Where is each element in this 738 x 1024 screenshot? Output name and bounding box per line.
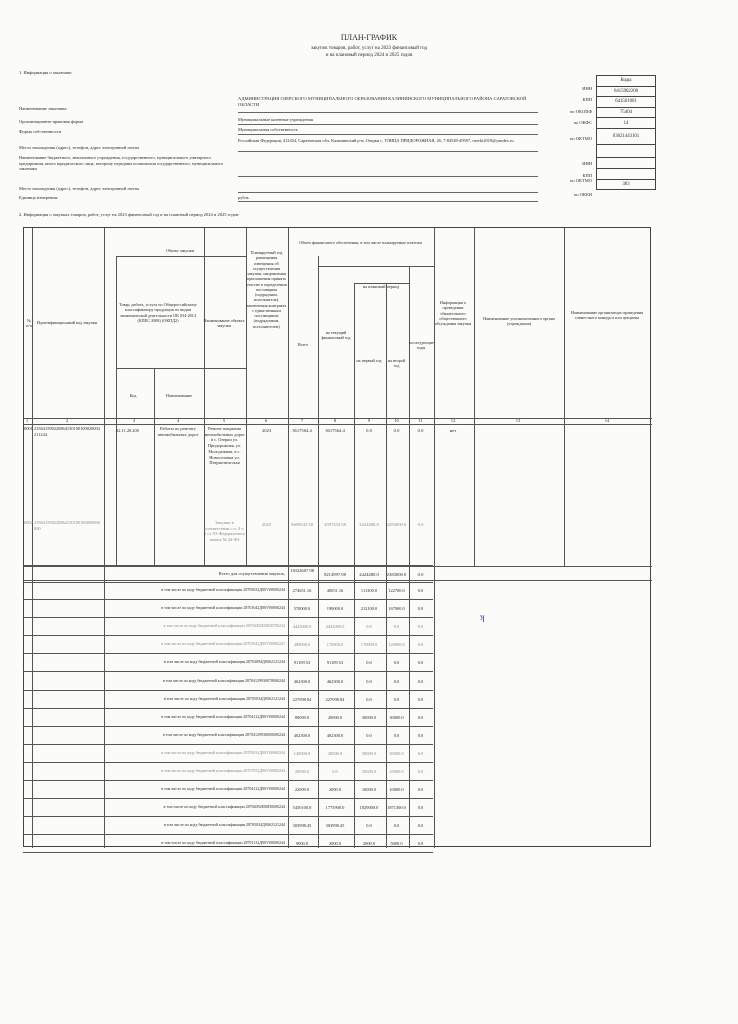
address-value: Российская Федерация, 412454, Саратовская обл, Калининский р-н, Озерки с, УЛИЦА ПРИДОРОЖНАЯ, 26, 7-84549-49597, ozerki2010@yandex.ru bbox=[238, 138, 514, 143]
kbk-current: 227098.84 bbox=[325, 697, 345, 702]
kbk-label: в том числе по коду бюджетной классификации 28705032Д00V00000244 bbox=[161, 750, 285, 755]
customer-name-value: АДМИНИСТРАЦИЯ ОЗЕРСКОГО МУНИЦИПАЛЬНОГО ОБРАЗОВАНИЯ КАЛИНИНСКОГО МУНИЦИПАЛЬНОГО РАЙОНА САРАТОВСКОЙ ОБЛАСТИ bbox=[238, 96, 527, 107]
col-number: 10 bbox=[394, 418, 399, 423]
kbk-code: 28707052Д00V00000244 bbox=[243, 768, 285, 773]
kbk-later: 0.0 bbox=[417, 679, 424, 684]
row-total: 3617564.4 bbox=[292, 428, 312, 433]
kbk-later: 0.0 bbox=[417, 751, 424, 756]
header-finance: Объем финансового обеспечения, в том числе планируемые платежи bbox=[299, 240, 422, 245]
kbk-first: 10000.0 bbox=[361, 769, 377, 774]
kbk-label: в том числе по коду бюджетной классификации 28705034Д00S2121244 bbox=[163, 822, 285, 827]
kbk-later: 0.0 bbox=[417, 697, 424, 702]
row-later: 0.0 bbox=[417, 428, 424, 433]
header-current: на текущий финансовый год bbox=[321, 330, 351, 341]
kbk-first: 30000.0 bbox=[361, 715, 377, 720]
kbk-code: 28704129930078000244 bbox=[245, 678, 285, 683]
header-okpd: Товар, работа, услуга по Общероссийскому классификатору продукции по видам экономической деятельности ОК 034-2014 (КПЕС 2008) (ОКПД2) bbox=[119, 302, 197, 323]
kbk-second: 0.0 bbox=[393, 624, 400, 629]
kbk-later: 0.0 bbox=[417, 823, 424, 828]
code-value bbox=[597, 157, 656, 168]
kbk-total: 480000.0 bbox=[293, 642, 311, 647]
form-value: Муниципальные казенные учреждения bbox=[238, 117, 313, 122]
kbk-later: 0.0 bbox=[417, 769, 424, 774]
col-number: 9 bbox=[367, 418, 371, 423]
row-ikz: 233641590220864150100100020004211244 bbox=[34, 426, 100, 437]
kbk-code: 28703094Д00S2121244 bbox=[246, 659, 285, 664]
total-first: 2424480.0 bbox=[359, 572, 379, 577]
kbk-first: 50000.0 bbox=[361, 751, 377, 756]
kbk-second: 30000.0 bbox=[389, 715, 404, 720]
kbk-code: 28705032Д00V00000244 bbox=[243, 750, 285, 755]
kbk-current: 170000.0 bbox=[326, 642, 344, 647]
kbk-total: 22000.0 bbox=[294, 787, 310, 792]
kbk-current: 0.0 bbox=[332, 769, 338, 774]
header-num: № п/п bbox=[26, 318, 32, 329]
row-ikz: 233641590220864150100100000000000 bbox=[34, 520, 100, 531]
kbk-label: в том числе по коду бюджетной классификации 28705032Д00V00000244 bbox=[161, 587, 285, 592]
kbk-first: 2000.0 bbox=[362, 841, 376, 846]
kbk-label: в том числе по коду бюджетной классификации 28704129930000000244 bbox=[162, 732, 285, 737]
kbk-current: 1775900.0 bbox=[325, 805, 345, 810]
kbk-current: 462300.0 bbox=[326, 679, 344, 684]
row-current: 4597433.58 bbox=[324, 522, 346, 527]
col-number: 13 bbox=[515, 418, 521, 423]
kbk-code: 28704129930000000244 bbox=[245, 732, 285, 737]
kbk-first: 111300.0 bbox=[360, 588, 378, 593]
col-number: 8 bbox=[333, 418, 337, 423]
kbk-code: 28704092Е00D0700244 bbox=[245, 623, 285, 628]
page-subtitle: закупок товаров, работ, услуг на 2023 финансовый год bbox=[311, 46, 427, 51]
kbk-later: 0.0 bbox=[417, 660, 424, 665]
kbk-total: 462300.0 bbox=[293, 679, 311, 684]
kbk-label: в том числе по коду бюджетной классификации 28703094Д00S2121244 bbox=[163, 659, 285, 664]
row-okpd-code: 42.11.20.200 bbox=[116, 428, 139, 433]
header-first-year: на первый год bbox=[356, 358, 382, 363]
col-number: 4 bbox=[176, 418, 180, 423]
kbk-later: 0.0 bbox=[417, 606, 424, 611]
code-value: 641501001 bbox=[597, 97, 656, 108]
kbk-code: 28701042Д00V00000244 bbox=[243, 605, 285, 610]
header-total: Всего bbox=[297, 342, 309, 347]
header-second-year: на второй год bbox=[387, 358, 406, 369]
page-subtitle-2: и на плановый период 2024 и 2025 годов bbox=[325, 53, 413, 58]
kbk-code: 28704122Д00V00000244 bbox=[243, 714, 285, 719]
kbk-first: 0.0 bbox=[366, 624, 372, 629]
kbk-total: 120000.0 bbox=[293, 751, 311, 756]
row-current: 3617564.4 bbox=[325, 428, 345, 433]
code-value: 75404 bbox=[597, 107, 656, 118]
location2-label: Место нахождения (адрес), телефон, адрес электронной почты bbox=[19, 186, 140, 191]
code-value bbox=[597, 144, 656, 157]
header-organizer: Наименование организатора проведения совместного конкурса или аукциона bbox=[570, 310, 644, 321]
kbk-first: 0.0 bbox=[366, 697, 372, 702]
kbk-later: 0.0 bbox=[417, 624, 424, 629]
code-label: по ОКЕИ bbox=[573, 192, 592, 197]
kbk-second: 50000.0 bbox=[389, 751, 404, 756]
kbk-later: 0.0 bbox=[417, 715, 424, 720]
kbk-label: в том числе по коду бюджетной классификации 28701042Д00V00000247 bbox=[161, 641, 285, 646]
kbk-total: 303998.45 bbox=[292, 823, 312, 828]
kbk-current: 20000.0 bbox=[327, 715, 343, 720]
kbk-total: 274651.16 bbox=[292, 588, 312, 593]
kbk-later: 0.0 bbox=[417, 787, 424, 792]
row-object: Ремонт покрытия автомобильных дорог в с. Озерки ул. Придорожная, ул. Молодежная, в с. Новоселовка ул. Патриотическая bbox=[204, 426, 245, 466]
kbk-code: 28704092Е00D0000244 bbox=[245, 804, 285, 809]
kbk-label: в том числе по коду бюджетной классификации 28707052Д00V00000244 bbox=[161, 768, 285, 773]
row-year: 2023 bbox=[261, 428, 272, 433]
kbk-second: 0.0 bbox=[393, 733, 400, 738]
col-number: 6 bbox=[264, 418, 268, 423]
address-label: Место нахождения (адрес), телефон, адрес электронной почты bbox=[19, 145, 140, 150]
kbk-second: 10000.0 bbox=[389, 787, 404, 792]
ownership-value: Муниципальная собственность bbox=[238, 127, 298, 132]
kbk-total: 20000.0 bbox=[294, 769, 310, 774]
unit-value: рубль bbox=[238, 195, 249, 200]
kbk-total: 5450100.0 bbox=[292, 805, 312, 810]
kbk-later: 0.0 bbox=[417, 588, 424, 593]
kbk-second: 0.0 bbox=[393, 823, 400, 828]
kbk-current: 40051.16 bbox=[326, 588, 344, 593]
kbk-total: 9000.0 bbox=[295, 841, 309, 846]
code-value bbox=[597, 168, 656, 179]
kbk-current: 402300.0 bbox=[326, 733, 344, 738]
code-label: КПП bbox=[582, 97, 592, 102]
kbk-second: 0.0 bbox=[393, 660, 400, 665]
code-value: 383 bbox=[597, 179, 656, 190]
row-num: 0001 bbox=[24, 426, 33, 431]
total-later: 0.0 bbox=[417, 572, 424, 577]
kbk-second: 1871300.0 bbox=[387, 805, 406, 810]
kbk-code: 28701132Д00V00000244 bbox=[243, 840, 285, 845]
pen-mark: ʞ bbox=[480, 612, 485, 622]
kbk-code: 28705032Д00V00000244 bbox=[243, 587, 285, 592]
kbk-code: 28701042Д00V00000247 bbox=[243, 641, 285, 646]
col-number: 14 bbox=[604, 418, 610, 423]
header-code: Код bbox=[129, 393, 137, 398]
code-value: 6415902208 bbox=[597, 86, 656, 97]
kbk-later: 0.0 bbox=[417, 642, 424, 647]
code-label: ИНН bbox=[582, 86, 592, 91]
kbk-first: 212100.0 bbox=[360, 606, 378, 611]
col-number: 2 bbox=[65, 418, 69, 423]
kbk-current: 303998.45 bbox=[325, 823, 345, 828]
code-label: по ОКТМО bbox=[570, 178, 592, 183]
kbk-total: 80000.0 bbox=[294, 715, 310, 720]
header-discussion: Информация о проведении обязательного общественного обсуждения закупки bbox=[434, 300, 472, 326]
code-label: по ОКТМО bbox=[570, 136, 592, 141]
row-first: 2424480.0 bbox=[359, 522, 379, 527]
codes-table bbox=[596, 75, 656, 190]
col-number: 11 bbox=[418, 418, 423, 423]
row-discussion: нет bbox=[449, 428, 457, 433]
kbk-first: 10000.0 bbox=[361, 787, 377, 792]
customer-name-label: Наименование заказчика bbox=[19, 106, 67, 111]
kbk-current: 20000.0 bbox=[327, 751, 343, 756]
header-year: Планируемый год размещения извещения об осуществлении закупки, направления приглашения принять участие в определении поставщика (подрядчика, исполнителя), заключения контракта с единственным поставщиком (подрядчиком, исполнителем) bbox=[246, 250, 287, 329]
page-title: ПЛАН-ГРАФИК bbox=[340, 33, 398, 42]
kbk-current: 4443000.0 bbox=[325, 624, 345, 629]
total-second: 2383000.0 bbox=[386, 572, 407, 577]
header-later-years: последующие годы bbox=[409, 340, 434, 351]
ownership-label: Форма собственности bbox=[19, 129, 62, 134]
kbk-second: 120000.0 bbox=[388, 642, 405, 647]
kbk-current: 190000.0 bbox=[326, 606, 344, 611]
kbk-current: 91109.53 bbox=[326, 660, 344, 665]
header-name: Наименование bbox=[165, 393, 193, 398]
kbk-second: 5000.0 bbox=[390, 841, 403, 846]
form-label: Организационно-правовая форма bbox=[19, 119, 83, 124]
row-num: 0002 bbox=[24, 520, 33, 525]
kbk-first: 0.0 bbox=[366, 823, 372, 828]
col-number: 12 bbox=[450, 418, 456, 423]
row-second: 0.0 bbox=[393, 428, 400, 433]
kbk-label: в том числе по коду бюджетной классификации 28704122Д00V00000244 bbox=[161, 786, 285, 791]
header-authorized: Наименование уполномоченного органа (учреждения) bbox=[483, 316, 555, 327]
code-label: по ОКОПФ bbox=[570, 109, 592, 114]
budget-institution-label: Наименование бюджетного, автономного учреждения, государственного, муниципального унитарного предприятия, иного юридического лица, которому переданы полномочия государственного, муниципального заказчика bbox=[19, 155, 224, 172]
kbk-total: 402300.0 bbox=[293, 733, 311, 738]
total-sum: 13022607.98 bbox=[289, 568, 315, 573]
kbk-total: 91109.53 bbox=[293, 660, 311, 665]
kbk-label: в том числе по коду бюджетной классификации 28705034Д00S2121244 bbox=[163, 696, 285, 701]
kbk-code: 28704122Д00V00000244 bbox=[243, 786, 285, 791]
code-label: КПП bbox=[582, 173, 592, 178]
kbk-first: 170000.0 bbox=[360, 642, 378, 647]
kbk-label: в том числе по коду бюджетной классификации 28704092Е00D0000244 bbox=[163, 804, 285, 809]
kbk-total: 570000.0 bbox=[293, 606, 311, 611]
kbk-later: 0.0 bbox=[417, 805, 424, 810]
kbk-later: 0.0 bbox=[417, 841, 424, 846]
codes-header: Коды bbox=[597, 76, 656, 87]
total-current: 8214997.98 bbox=[324, 572, 346, 577]
unit-label: Единица измерения: bbox=[19, 195, 59, 200]
total-label: Всего для осуществления закупок, bbox=[218, 571, 285, 576]
row-okpd-name: Работы по ремонту автомобильных дорог bbox=[157, 426, 199, 437]
header-planned: на плановый период bbox=[362, 284, 400, 289]
code-value: 14 bbox=[597, 118, 656, 129]
kbk-first: 0.0 bbox=[366, 733, 372, 738]
kbk-second: 0.0 bbox=[393, 679, 400, 684]
code-value: 63621443101 bbox=[597, 128, 656, 144]
kbk-label: в том числе по коду бюджетной классификации 28701132Д00V00000244 bbox=[161, 840, 285, 845]
row-year: 2023 bbox=[261, 522, 272, 527]
code-label: по ОКФС bbox=[573, 120, 592, 125]
row-second: 2383000.0 bbox=[386, 522, 407, 527]
col-number: 1 bbox=[25, 418, 29, 423]
header-object-name: Наименование объекта закупки bbox=[203, 318, 245, 329]
kbk-total: 4443000.0 bbox=[292, 624, 312, 629]
kbk-first: 0.0 bbox=[366, 679, 372, 684]
row-total: 9405043.58 bbox=[291, 522, 313, 527]
kbk-current: 2000.0 bbox=[328, 787, 342, 792]
section-1-heading: 1. Информация о заказчике: bbox=[19, 70, 73, 75]
header-ikz: Идентификационный код закупки bbox=[36, 320, 98, 325]
kbk-label: в том числе по коду бюджетной классификации 28704129930078000244 bbox=[162, 678, 285, 683]
col-number: 3 bbox=[132, 418, 136, 423]
kbk-label: в том числе по коду бюджетной классификации 28704092Е00D0700244 bbox=[163, 623, 285, 628]
header-object: Объект закупки bbox=[165, 248, 195, 253]
kbk-total: 227098.84 bbox=[292, 697, 312, 702]
section-2-heading: 2. Информация о закупках товаров, работ, услуг на 2023 финансовый год и на плановый период 2024 и 2025 годов: bbox=[19, 212, 240, 217]
row-object: Закупки в соответствии с п. 4 ч. 1 ст. 93 Федерального закона № 44-ФЗ bbox=[204, 520, 245, 543]
col-number: 5 bbox=[222, 418, 226, 423]
code-label: ИНН bbox=[582, 161, 592, 166]
kbk-later: 0.0 bbox=[417, 733, 424, 738]
kbk-code: 28705034Д00S2121244 bbox=[246, 696, 285, 701]
row-first: 0.0 bbox=[366, 428, 372, 433]
kbk-second: 122700.0 bbox=[388, 588, 405, 593]
kbk-code: 28705034Д00S2121244 bbox=[246, 822, 285, 827]
kbk-second: 10000.0 bbox=[389, 769, 404, 774]
kbk-label: в том числе по коду бюджетной классификации 28704122Д00V00000244 bbox=[161, 714, 285, 719]
col-number: 7 bbox=[300, 418, 304, 423]
kbk-second: 0.0 bbox=[393, 697, 400, 702]
kbk-label: в том числе по коду бюджетной классификации 28701042Д00V00000244 bbox=[161, 605, 285, 610]
kbk-current: 2000.0 bbox=[328, 841, 342, 846]
kbk-first: 0.0 bbox=[366, 660, 372, 665]
row-later: 0.0 bbox=[417, 522, 424, 527]
kbk-first: 1829000.0 bbox=[359, 805, 379, 810]
kbk-second: 167900.0 bbox=[388, 606, 405, 611]
